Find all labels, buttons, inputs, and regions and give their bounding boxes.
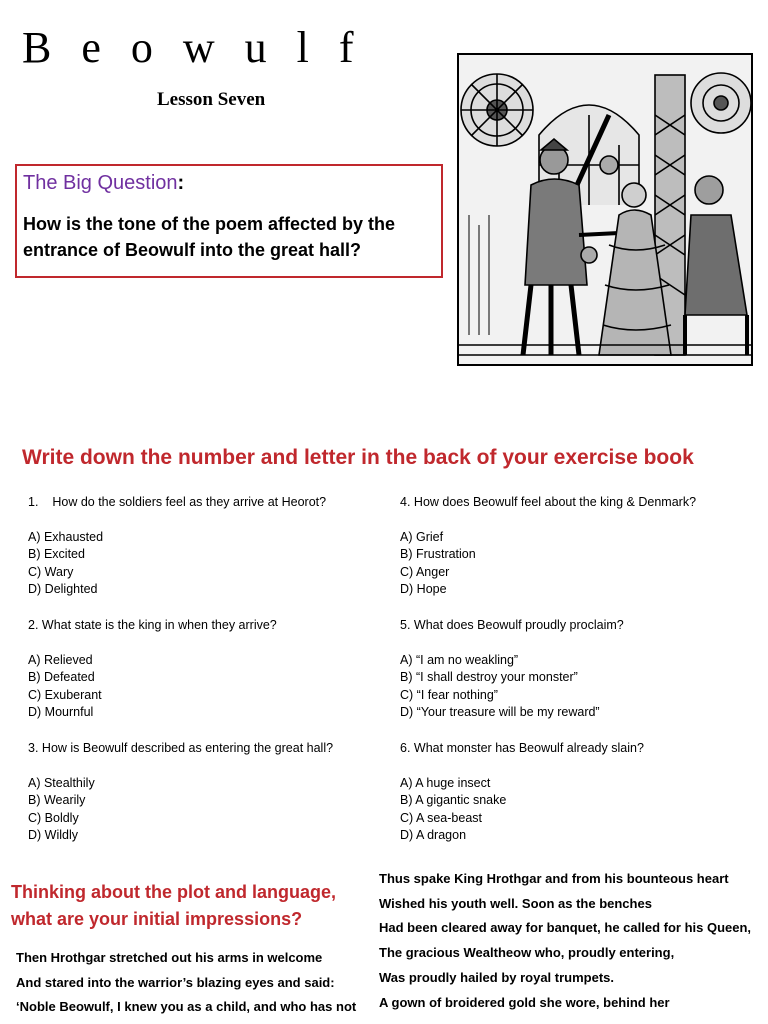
- answer-option: C) A sea-beast: [400, 810, 482, 825]
- answer-option: A) “I am no weakling”: [400, 652, 519, 667]
- answer-options: [400, 652, 624, 722]
- answer-options: [400, 775, 644, 845]
- answer-options: [28, 652, 277, 722]
- poem-line: Was proudly hailed by royal trumpets.: [379, 969, 615, 985]
- answer-option: D) “Your treasure will be my reward”: [400, 705, 600, 719]
- answer-option: A) Relieved: [28, 652, 93, 667]
- question-prompt: 1. How do the soldiers feel as they arrive at Heorot?: [28, 495, 327, 509]
- answer-options: [28, 529, 326, 599]
- question-4: [400, 494, 696, 599]
- instruction-heading: Write down the number and letter in the back of your exercise book: [22, 446, 694, 469]
- answer-option: A) Exhausted: [28, 529, 104, 544]
- question-5: [400, 617, 624, 722]
- answer-option: A) A huge insect: [400, 775, 491, 790]
- question-prompt: 5. What does Beowulf proudly proclaim?: [400, 618, 624, 632]
- feast-hall-engraving-icon: [457, 53, 753, 366]
- answer-option: C) Boldly: [28, 810, 79, 825]
- poem-line: Had been cleared away for banquet, he called for his Queen,: [379, 920, 752, 936]
- answer-options: [400, 529, 696, 599]
- question-prompt: 4. How does Beowulf feel about the king & Denmark?: [400, 495, 697, 509]
- answer-option: C) Anger: [400, 564, 450, 579]
- answer-option: D) Delighted: [28, 582, 98, 596]
- answer-option: A) Grief: [400, 529, 444, 544]
- poem-line: A gown of broidered gold she wore, behind her: [379, 994, 670, 1010]
- big-question-colon: :: [177, 172, 185, 194]
- poem-excerpt-left: [16, 946, 356, 1020]
- answer-option: B) Defeated: [28, 670, 95, 684]
- answer-option: B) Excited: [28, 547, 85, 561]
- answer-option: D) A dragon: [400, 828, 467, 842]
- thinking-prompt: [11, 879, 336, 933]
- lesson-subtitle: Lesson Seven: [157, 89, 266, 110]
- big-question-box: [15, 164, 443, 278]
- page-title: Beowulf: [22, 23, 384, 72]
- question-prompt: 3. How is Beowulf described as entering the great hall?: [28, 741, 334, 755]
- big-question-heading: [23, 172, 184, 195]
- answer-option: B) Wearily: [28, 793, 86, 807]
- answer-options: [28, 775, 333, 845]
- answer-option: C) Exuberant: [28, 687, 102, 702]
- poem-line: Thus spake King Hrothgar and from his bounteous heart: [379, 871, 729, 886]
- answer-option: D) Mournful: [28, 705, 94, 719]
- poem-excerpt-right: [379, 867, 751, 1015]
- poem-line: Wished his youth well. Soon as the benches: [379, 895, 652, 911]
- answer-option: A) Stealthily: [28, 775, 95, 790]
- answer-option: B) “I shall destroy your monster”: [400, 670, 578, 684]
- question-1: [28, 494, 326, 599]
- poem-line: Then Hrothgar stretched out his arms in welcome: [16, 950, 323, 965]
- answer-option: D) Hope: [400, 582, 447, 596]
- answer-option: C) “I fear nothing”: [400, 687, 498, 702]
- question-2: [28, 617, 277, 722]
- question-prompt: 6. What monster has Beowulf already slain?: [400, 741, 644, 755]
- question-3: [28, 740, 333, 845]
- big-question-text: How is the tone of the poem affected by the entrance of Beowulf into the great hall?: [23, 214, 396, 260]
- thinking-line: Thinking about the plot and language,: [11, 882, 336, 902]
- poem-line: The gracious Wealtheow who, proudly entering,: [379, 945, 675, 961]
- answer-option: B) Frustration: [400, 547, 476, 561]
- answer-option: C) Wary: [28, 564, 74, 579]
- question-prompt: 2. What state is the king in when they arrive?: [28, 618, 277, 632]
- thinking-line: what are your initial impressions?: [11, 909, 303, 929]
- big-question-label: The Big Question: [23, 172, 178, 194]
- answer-option: D) Wildly: [28, 828, 78, 842]
- question-6: [400, 740, 644, 845]
- answer-option: B) A gigantic snake: [400, 793, 507, 807]
- poem-line: ‘Noble Beowulf, I knew you as a child, and who has not: [16, 999, 357, 1015]
- poem-line: And stared into the warrior’s blazing eyes and said:: [16, 974, 335, 990]
